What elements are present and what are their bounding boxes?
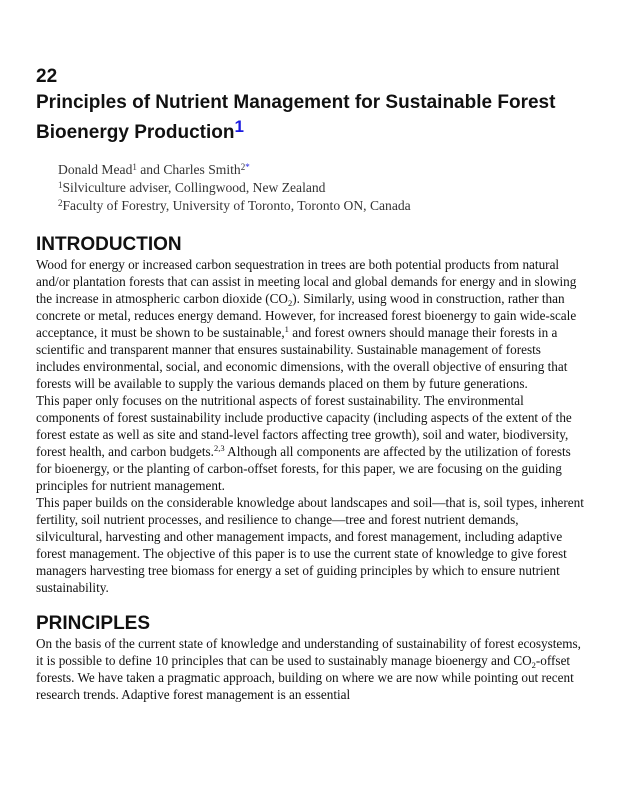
title-footnote-link[interactable]: 1 [234, 117, 244, 136]
author-1-affil-mark: 1 [132, 162, 137, 172]
corresponding-author-link[interactable]: * [245, 162, 250, 172]
intro-p1-text-c: and forest owners should manage their forests in a scientific and transparent manner that ensures sustainability. Sustainable management of forests includes environmental, social, and economic dimensions, with the overall objective of ensuring that forests will be available to supply the various demands placed on them by future generations. [36, 325, 568, 391]
intro-p2-citation[interactable]: 2,3 [213, 443, 225, 453]
author-block [58, 161, 584, 215]
intro-p1-text-a: Wood for energy or increased carbon sequestration in trees are both potential products from natural and/or plantation forests that can assist in meeting local and global demands for energy and in slowing the increase in atmospheric carbon dioxide (CO [36, 257, 577, 306]
intro-paragraph-1 [36, 256, 584, 392]
principles-heading: PRINCIPLES [36, 613, 151, 634]
intro-p1-citation[interactable]: 1 [284, 324, 289, 334]
intro-paragraph-3: This paper builds on the considerable knowledge about landscapes and soil—that is, soil types, inherent fertility, soil nutrient processes, and resilience to change—tree and forest nutrient demands, silvicultural, harvesting and other management impacts, and forest management, including adaptive forest management. The objective of this paper is to use the current state of knowledge to give forest managers harvesting tree biomass for energy a set of guiding principles by which to ensure nutrient sustainability. [36, 495, 584, 595]
page-content [36, 66, 584, 703]
intro-p1-subscript: 2 [287, 298, 293, 308]
author-line [58, 161, 584, 179]
intro-paragraph-2 [36, 392, 584, 494]
affiliation-2-text: Faculty of Forestry, University of Toronto, Toronto ON, Canada [62, 198, 411, 213]
author-1: Donald Mead [58, 162, 133, 177]
affiliation-1 [58, 179, 584, 197]
author-2-affil-mark: 2 [240, 162, 246, 172]
principles-p1-subscript: 2 [531, 660, 536, 670]
chapter-number: 22 [36, 66, 58, 87]
affiliation-2-mark: 2 [58, 198, 63, 208]
affiliation-2 [58, 197, 584, 215]
affiliation-1-mark: 1 [58, 180, 63, 190]
principles-paragraph-1 [36, 635, 584, 703]
affiliation-1-text: Silviculture adviser, Collingwood, New Zealand [62, 180, 326, 195]
principles-p1-text-b: -offset forests. We have taken a pragmatic approach, building on where we are now while pointing out recent research trends. Adaptive forest management is an essential [36, 653, 574, 702]
author-2: Charles Smith [163, 162, 241, 177]
chapter-title [36, 88, 584, 148]
intro-p2-text-b: Although all components are affected by the utilization of forests for bioenergy, or the planting of carbon-offset forests, for this paper, we are focusing on the guiding principles for nutrient management. [36, 444, 571, 493]
principles-p1-text-a: On the basis of the current state of knowledge and understanding of sustainability of forest ecosystems, it is possible to define 10 principles that can be used to sustainably manage bioenergy and CO [36, 636, 581, 668]
author-conjunction: and [136, 162, 164, 177]
introduction-heading: INTRODUCTION [36, 234, 182, 255]
chapter-title-text: Principles of Nutrient Management for Sustainable Forest Bioenergy Production [36, 92, 556, 143]
intro-p1-text-b: ). Similarly, using wood in construction, rather than concrete or metal, reduces energy demand. However, for increased forest bioenergy to gain wide-scale acceptance, it must be shown to be sustainable, [36, 291, 577, 340]
intro-p2-text-a: This paper only focuses on the nutritional aspects of forest sustainability. The environmental components of forest sustainability include productive capacity (including aspects of the extent of the forest estate as well as site and stand-level factors affecting tree growth), soil and water, biodiversity, forest health, and carbon budgets. [36, 393, 572, 459]
